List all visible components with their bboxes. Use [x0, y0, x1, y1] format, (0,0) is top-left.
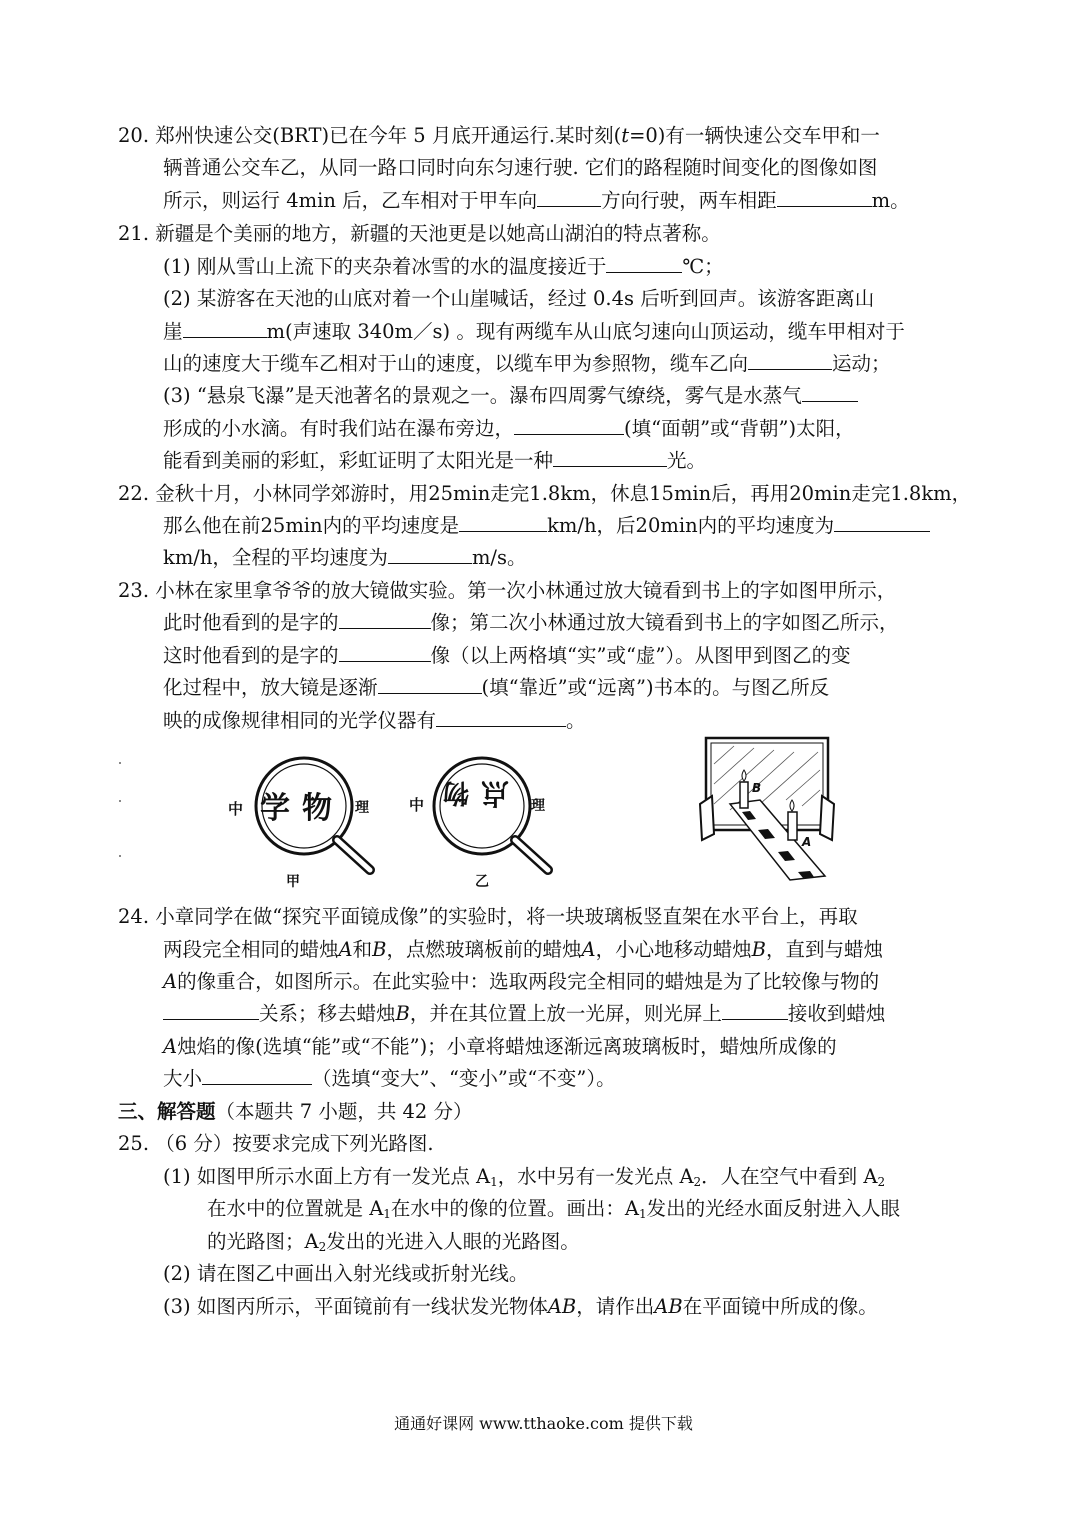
q20-line2: 辆普通公交车乙，从同一路口同时向东匀速行驶. 它们的路程随时间变化的图像如图 — [163, 156, 878, 179]
margin-dot — [119, 855, 121, 857]
q25-line4: 的光路图；$A_2$发出的光进入人眼的光路图。 — [207, 1230, 580, 1254]
fig-jia-char-big1: 学 — [260, 791, 290, 826]
q24-blank-relation[interactable] — [163, 999, 259, 1020]
q24-line5: A烛焰的像(选填“能”或“不能”)；小章将蜡烛逐渐远离玻璃板时，蜡烛所成像的 — [163, 1035, 837, 1058]
q21-blank-state-change[interactable] — [802, 381, 858, 402]
q21-line3: (2) 某游客在天池的山底对着一个山崖喊话，经过 0.4s 后听到回声。该游客距离山 — [163, 287, 875, 310]
q24-line3: A的像重合，如图所示。在此实验中：选取两段完全相同的蜡烛是为了比较像与物的 — [163, 970, 880, 993]
fig-yi-caption: 乙 — [475, 874, 489, 890]
q23-blank-image1[interactable] — [339, 608, 431, 629]
q21-line6: (3) “悬泉飞瀑”是天池著名的景观之一。瀑布四周雾气缭绕，雾气是水蒸气 — [163, 381, 858, 411]
q23-line1: 23. 小林在家里拿爷爷的放大镜做实验。第一次小林通过放大镜看到书上的字如图甲所示， — [118, 579, 897, 602]
q21-line4: 崖 m(声速取 340m／s) 。现有两缆车从山底匀速向山顶运动，缆车甲相对于 — [163, 317, 905, 347]
q24-line6: 大小 （选填“变大”、“变小”或“不变”）。 — [163, 1064, 616, 1094]
q20-line1: 20. 郑州快速公交(BRT)已在今年 5 月底开通运行.某时刻(t=0)有一辆快速公交车甲和一 — [118, 124, 880, 147]
q25-line6: (3) 如图丙所示，平面镜前有一线状发光物体AB，请作出AB在平面镜中所成的像。 — [163, 1295, 878, 1318]
magnifier-figure-jia — [222, 750, 392, 890]
q23-blank-direction[interactable] — [378, 673, 482, 694]
margin-dot — [119, 762, 121, 764]
q24-blank-can-receive[interactable] — [722, 999, 788, 1020]
q25-line1: 25. （6 分）按要求完成下列光路图. — [118, 1132, 434, 1155]
q22-line1: 22. 金秋十月，小林同学郊游时，用25min走完1.8km，休息15min后，再用20min走完1.8km， — [118, 482, 972, 505]
fig-jia-char-left: 中 — [228, 800, 244, 818]
svg-text:物: 物 — [442, 777, 469, 807]
candle-a — [788, 812, 797, 840]
q21-line7: 形成的小水滴。有时我们站在瀑布旁边， (填“面朝”或“背朝”)太阳， — [163, 414, 855, 444]
q24-line4: 关系；移去蜡烛B，并在其位置上放一光屏，则光屏上 接收到蜡烛 — [163, 999, 885, 1029]
q20-blank-direction[interactable] — [537, 186, 601, 207]
q24-line1: 24. 小章同学在做“探究平面镜成像”的实验时，将一块玻璃板竖直架在水平台上，再取 — [118, 905, 858, 928]
q25-line5: (2) 请在图乙中画出入射光线或折射光线。 — [163, 1262, 529, 1285]
q24-blank-size[interactable] — [202, 1064, 312, 1085]
q25-line3: 在水中的位置就是 $A_1$在水中的像的位置。画出：$A_1$发出的光经水面反射进入人眼 — [207, 1197, 901, 1221]
q22-line3: km/h，全程的平均速度为 m/s。 — [163, 543, 527, 573]
candle-b-flame — [742, 770, 746, 781]
q23-blank-instrument[interactable] — [436, 706, 566, 727]
label-a: A — [802, 835, 812, 849]
q21-line8: 能看到美丽的彩虹，彩虹证明了太阳光是一种 光。 — [163, 446, 706, 476]
label-b: B — [752, 781, 762, 795]
plane-mirror-figure — [690, 734, 850, 884]
q22-blank-speed2[interactable] — [834, 511, 930, 532]
page-footer: 通通好课网 www.tthaoke.com 提供下载 — [394, 1414, 693, 1433]
q22-blank-speed1[interactable] — [459, 511, 547, 532]
glass-hatching — [714, 746, 820, 810]
q20-line3: 所示，则运行 4min 后，乙车相对于甲车向 方向行驶，两车相距 m。 — [163, 186, 910, 216]
q21-blank-temperature[interactable] — [606, 252, 682, 273]
section3-heading: 三、解答题（本题共 7 小题，共 42 分） — [118, 1100, 473, 1123]
svg-text:点: 点 — [480, 777, 509, 810]
q21-blank-cliff-distance[interactable] — [183, 317, 267, 338]
q22-line2: 那么他在前25min内的平均速度是 km/h，后20min内的平均速度为 — [163, 511, 930, 541]
q20-blank-distance[interactable] — [777, 186, 872, 207]
q23-blank-image2[interactable] — [339, 641, 431, 662]
q22-blank-avg-speed[interactable] — [388, 543, 472, 564]
candle-a-flame — [790, 800, 794, 811]
left-stand — [700, 796, 714, 840]
fig-jia-char-big2: 物 — [302, 791, 332, 826]
q21-line1: 21. 新疆是个美丽的地方，新疆的天池更是以她高山湖泊的特点著称。 — [118, 222, 721, 245]
q25-line2: (1) 如图甲所示水面上方有一发光点 $A_1$，水中另有一发光点 $A_2$．人在空气中看到 $A_2$ — [163, 1165, 886, 1189]
candle-b — [740, 782, 748, 808]
q23-line5: 映的成像规律相同的光学仪器有 。 — [163, 706, 586, 736]
fig-jia-char-right: 理 — [355, 800, 369, 816]
q23-line3: 这时他看到的是字的 像（以上两格填“实”或“虚”）。从图甲到图乙的变 — [163, 641, 851, 671]
q21-line2: (1) 刚从雪山上流下的夹杂着冰雪的水的温度接近于 ℃； — [163, 252, 724, 282]
q21-blank-facing[interactable] — [514, 414, 624, 435]
q23-line2: 此时他看到的是字的 像；第二次小林通过放大镜看到书上的字如图乙所示， — [163, 608, 899, 638]
fig-yi-inverted-char1 — [443, 777, 469, 807]
q21-blank-motion[interactable] — [748, 349, 832, 370]
q21-blank-light-type[interactable] — [553, 446, 667, 467]
q21-line5: 山的速度大于缆车乙相对于山的速度，以缆车甲为参照物，缆车乙向 运动； — [163, 349, 891, 379]
fig-yi-char-right: 理 — [531, 798, 545, 814]
q24-line2: 两段完全相同的蜡烛A和B，点燃玻璃板前的蜡烛A，小心地移动蜡烛B，直到与蜡烛 — [163, 938, 883, 961]
q23-line4: 化过程中，放大镜是逐渐 (填“靠近”或“远离”)书本的。与图乙所反 — [163, 673, 829, 703]
fig-yi-char-left: 中 — [409, 796, 425, 814]
right-stand — [820, 796, 834, 840]
magnifier-figure-yi — [405, 750, 575, 890]
fig-yi-inverted-char2 — [480, 777, 509, 810]
fig-jia-caption: 甲 — [286, 874, 300, 890]
margin-dot — [119, 800, 121, 802]
